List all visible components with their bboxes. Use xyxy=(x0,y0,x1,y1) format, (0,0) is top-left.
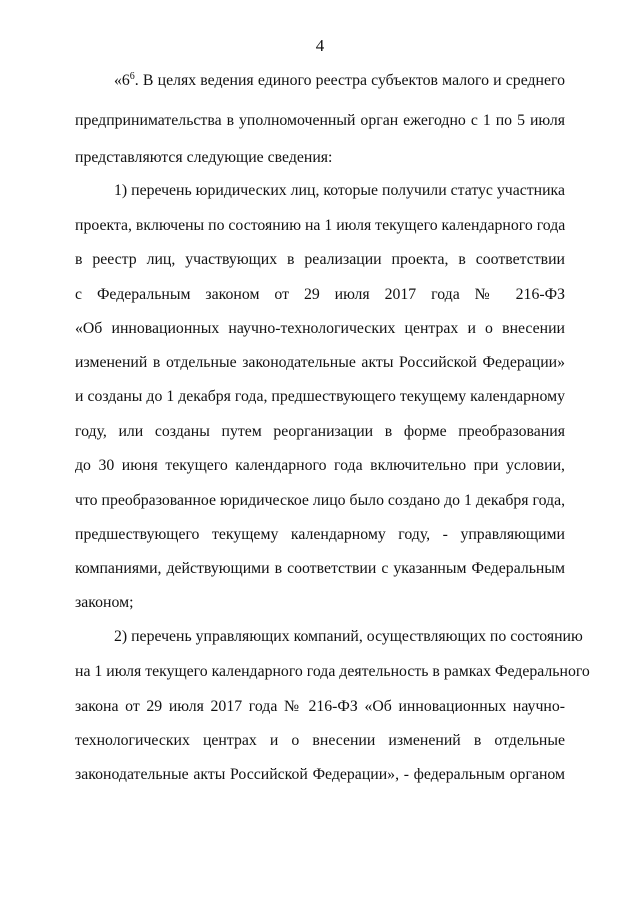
paragraph-line: «Об инновационных научно-технологических центрах и о внесении xyxy=(75,320,565,337)
paragraph-line: изменений в отдельные законодательные акты Российской Федерации» xyxy=(75,354,565,371)
paragraph-line: с Федеральным законом от 29 июля 2017 года № 216-ФЗ xyxy=(75,286,565,303)
line-text: «6 xyxy=(114,72,130,89)
paragraph-line: предпринимательства в уполномоченный орган ежегодно с 1 по 5 июля xyxy=(75,112,565,129)
paragraph-line: законодательные акты Российской Федерации», - федеральным органом xyxy=(75,766,565,783)
line-text: . В целях ведения единого реестра субъектов малого и среднего xyxy=(134,72,565,89)
paragraph-line: предшествующего текущему календарному году, - управляющими xyxy=(75,526,565,543)
paragraph-line: до 30 июня текущего календарного года включительно при условии, xyxy=(75,457,565,474)
page-number: 4 xyxy=(315,36,325,55)
paragraph-line: проекта, включены по состоянию на 1 июля текущего календарного года xyxy=(75,217,566,234)
paragraph-line: на 1 июля текущего календарного года деятельность в рамках Федерального xyxy=(75,663,590,680)
paragraph-line: году, или созданы путем реорганизации в форме преобразования xyxy=(75,423,565,440)
paragraph-line: компаниями, действующими в соответствии с указанным Федеральным xyxy=(75,560,565,577)
superscript: 6 xyxy=(129,71,135,82)
paragraph-line: и созданы до 1 декабря года, предшествующего текущему календарному xyxy=(75,388,565,405)
paragraph-line: законом; xyxy=(75,594,134,611)
paragraph-line: что преобразованное юридическое лицо было создано до 1 декабря года, xyxy=(75,492,566,509)
paragraph-line: технологических центрах и о внесении изменений в отдельные xyxy=(75,732,565,749)
paragraph-line: 2) перечень управляющих компаний, осуществляющих по состоянию xyxy=(114,628,583,645)
paragraph-line xyxy=(114,71,565,91)
paragraph-line: в реестр лиц, участвующих в реализации проекта, в соответствии xyxy=(75,251,565,268)
paragraph-line: представляются следующие сведения: xyxy=(75,149,333,166)
paragraph-line: 1) перечень юридических лиц, которые получили статус участника xyxy=(114,182,565,199)
paragraph-line: закона от 29 июля 2017 года № 216-ФЗ «Об инновационных научно- xyxy=(75,698,565,715)
